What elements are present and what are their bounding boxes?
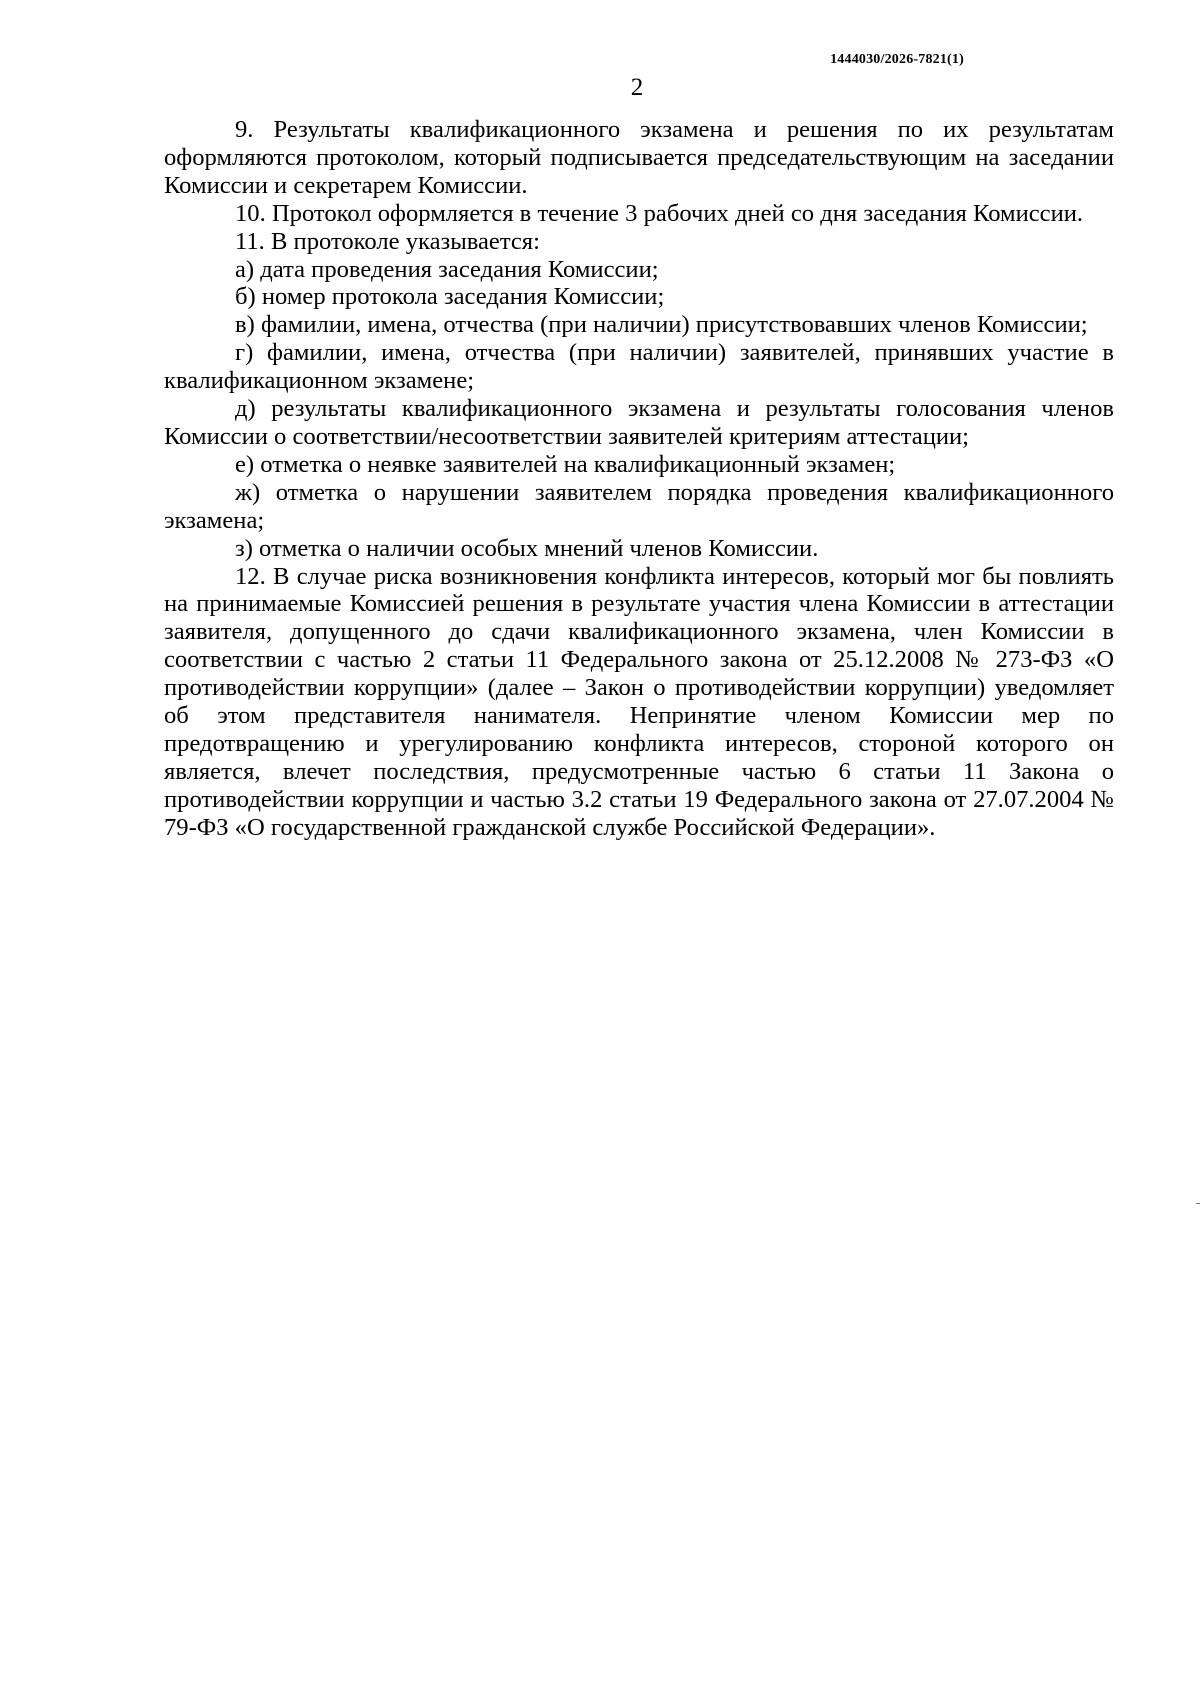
paragraph-12: 12. В случае риска возникновения конфликта интересов, который мог бы повлиять на принимаемые Комиссией решения в результате участия члена Комиссии в аттестации заявителя, допущенного до сдачи квалификационного экзамена, член Комиссии в соответствии с частью 2 статьи 11 Федерального закона от 25.12.2008 № 273-ФЗ «О противодействии коррупции» (далее – Закон о противодействии коррупции) уведомляет об этом представителя нанимателя. Непринятие членом Комиссии мер по предотвращению и урегулированию конфликта интересов, стороной которого он является, влечет последствия, предусмотренные частью 6 статьи 11 Закона о противодействии коррупции и частью 3.2 статьи 19 Федерального закона от 27.07.2004 № 79-ФЗ «О государственной гражданской службе Российской Федерации». bbox=[164, 562, 1114, 841]
paragraph-9: 9. Результаты квалификационного экзамена и решения по их результатам оформляются протоколом, который подписывается председательствующим на заседании Комиссии и секретарем Комиссии. bbox=[164, 116, 1114, 199]
scan-edge-mark bbox=[1196, 1203, 1200, 1204]
list-item-a: а) дата проведения заседания Комиссии; bbox=[235, 255, 659, 283]
list-item-g: г) фамилии, имена, отчества (при наличии) заявителей, принявших участие в квалификационном экзамене; bbox=[164, 339, 1114, 395]
page-number: 2 bbox=[630, 74, 644, 101]
list-item-e: е) отметка о неявке заявителей на квалификационный экзамен; bbox=[235, 450, 896, 478]
list-item-v: в) фамилии, имена, отчества (при наличии) присутствовавших членов Комиссии; bbox=[235, 311, 1088, 339]
paragraph-10: 10. Протокол оформляется в течение 3 рабочих дней со дня заседания Комиссии. bbox=[235, 199, 1084, 227]
list-item-z: з) отметка о наличии особых мнений членов Комиссии. bbox=[235, 534, 819, 562]
document-body bbox=[164, 116, 1114, 842]
document-registration-number: 1444030/2026-7821(1) bbox=[830, 52, 964, 67]
list-item-zh: ж) отметка о нарушении заявителем порядка проведения квалификационного экзамена; bbox=[164, 478, 1114, 534]
paragraph-11: 11. В протоколе указывается: bbox=[235, 227, 540, 255]
list-item-b: б) номер протокола заседания Комиссии; bbox=[235, 283, 665, 311]
list-item-d: д) результаты квалификационного экзамена и результаты голосования членов Комиссии о соответствии/несоответствии заявителей критериям аттестации; bbox=[164, 395, 1114, 450]
